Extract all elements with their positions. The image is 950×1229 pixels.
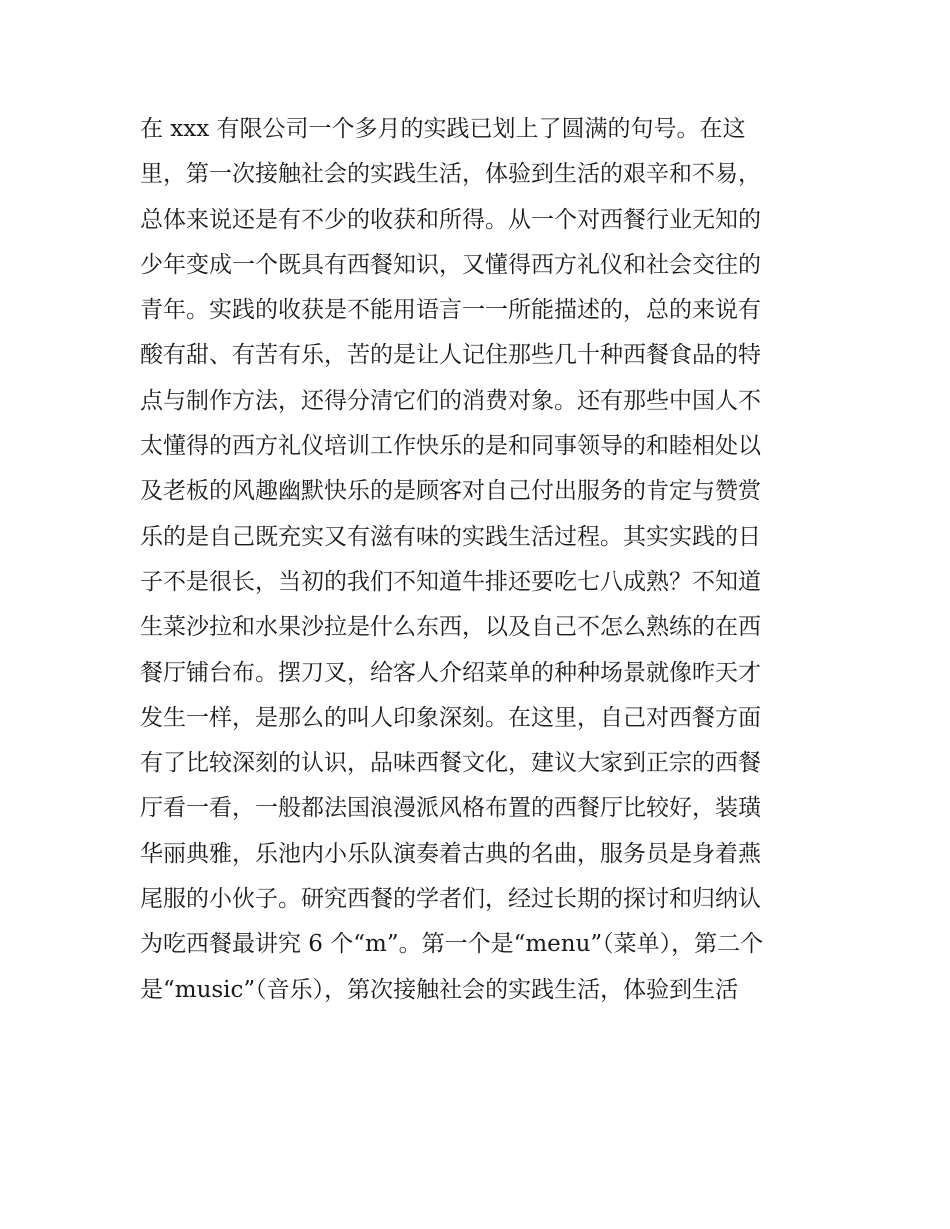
text-line: 尾服的小伙子。研究西餐的学者们，经过长期的探讨和归纳认 bbox=[140, 886, 761, 913]
text-line: 为吃西餐最讲究 6 个“m”。第一个是“menu”（菜单），第二个 bbox=[140, 931, 764, 958]
text-line: 酸有甜、有苦有乐，苦的是让人记住那些几十种西餐食品的特 bbox=[140, 342, 761, 369]
text-line: 里，第一次接触社会的实践生活，体验到生活的艰辛和不易， bbox=[140, 161, 761, 188]
text-line: 青年。实践的收获是不能用语言一一所能描述的，总的来说有 bbox=[140, 297, 761, 324]
text-line: 在 xxx 有限公司一个多月的实践已划上了圆满的句号。在这 bbox=[140, 116, 746, 142]
text-line: 餐厅铺台布。摆刀叉，给客人介绍菜单的种种场景就像昨天才 bbox=[140, 659, 761, 686]
text-line: 厅看一看，一般都法国浪漫派风格布置的西餐厅比较好，装璜 bbox=[140, 795, 761, 822]
text-line: 生菜沙拉和水果沙拉是什么东西，以及自己不怎么熟练的在西 bbox=[140, 614, 761, 641]
text-line: 发生一样，是那么的叫人印象深刻。在这里，自己对西餐方面 bbox=[140, 704, 761, 731]
text-line: 华丽典雅，乐池内小乐队演奏着古典的名曲，服务员是身着燕 bbox=[140, 840, 761, 867]
text-line: 是“music”（音乐），第次接触社会的实践生活，体验到生活 bbox=[140, 976, 739, 1003]
text-line: 及老板的风趣幽默快乐的是顾客对自己付出服务的肯定与赞赏 bbox=[140, 478, 761, 505]
body-paragraph bbox=[140, 107, 820, 1013]
text-line: 少年变成一个既具有西餐知识，又懂得西方礼仪和社会交往的 bbox=[140, 251, 761, 278]
text-line: 有了比较深刻的认识，品味西餐文化，建议大家到正宗的西餐 bbox=[140, 750, 761, 777]
text-line: 太懂得的西方礼仪培训工作快乐的是和同事领导的和睦相处以 bbox=[140, 433, 761, 460]
text-line: 总体来说还是有不少的收获和所得。从一个对西餐行业无知的 bbox=[140, 206, 761, 233]
text-line: 点与制作方法，还得分清它们的消费对象。还有那些中国人不 bbox=[140, 387, 761, 414]
text-line: 子不是很长，当初的我们不知道牛排还要吃七八成熟？不知道 bbox=[140, 568, 761, 595]
text-line: 乐的是自己既充实又有滋有味的实践生活过程。其实实践的日 bbox=[140, 523, 761, 550]
